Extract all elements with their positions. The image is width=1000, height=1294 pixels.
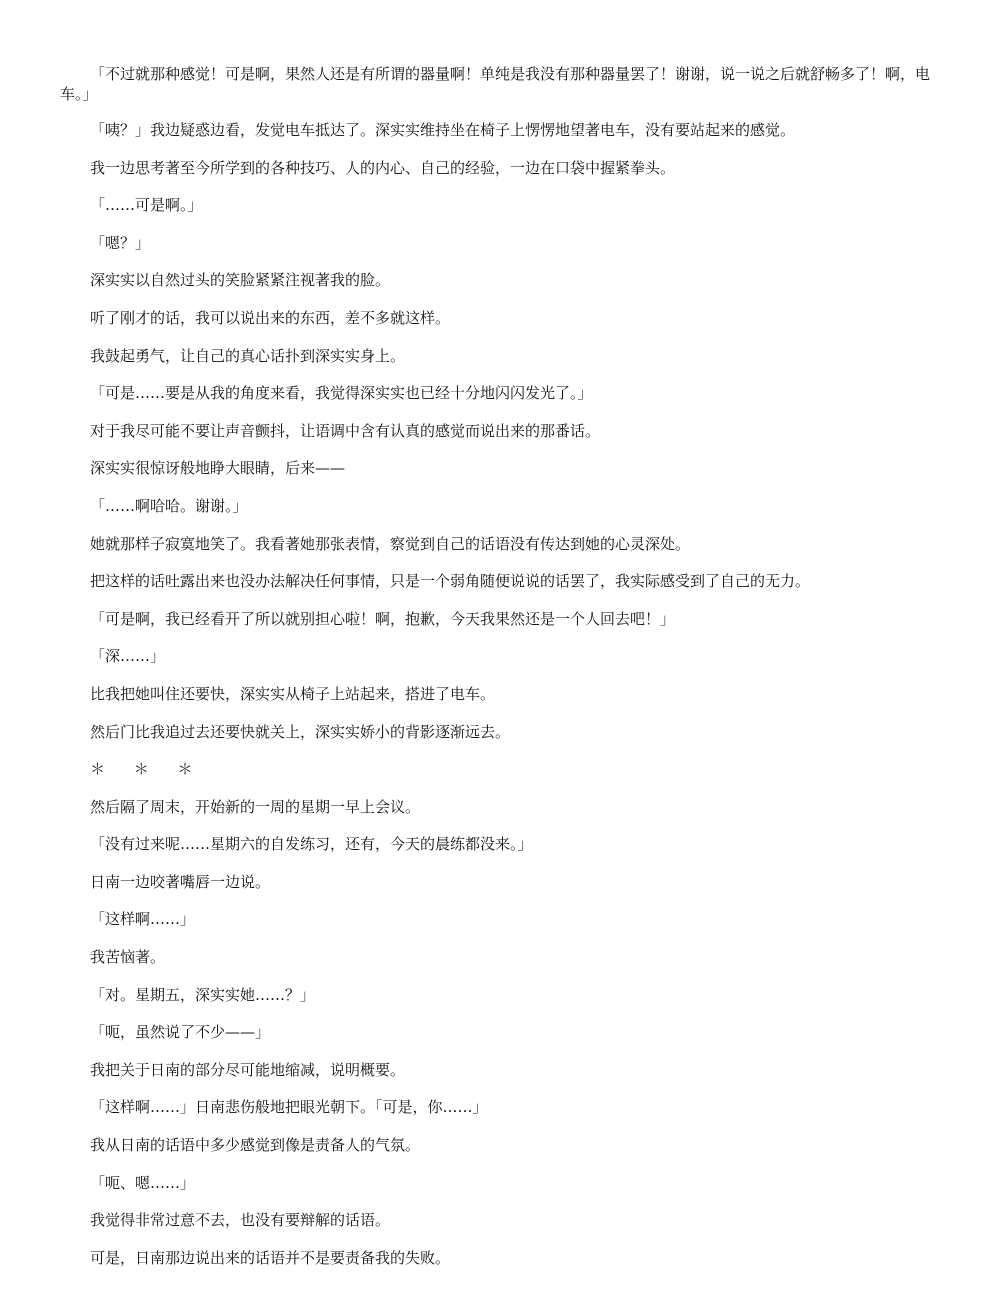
paragraph: 我一边思考著至今所学到的各种技巧、人的内心、自己的经验，一边在口袋中握紧拳头。 <box>90 158 676 177</box>
paragraph: 她就那样子寂寞地笑了。我看著她那张表情，察觉到自己的话语没有传达到她的心灵深处。 <box>90 534 691 553</box>
paragraph: 「可是啊，我已经看开了所以就别担心啦！啊，抱歉，今天我果然还是一个人回去吧！」 <box>90 609 676 628</box>
paragraph: 听了刚才的话，我可以说出来的东西，差不多就这样。 <box>90 308 451 327</box>
paragraph: 深实实以自然过头的笑脸紧紧注视著我的脸。 <box>90 271 391 290</box>
paragraph: 我把关于日南的部分尽可能地缩减，说明概要。 <box>90 1060 406 1079</box>
paragraph: 「这样啊……」 <box>90 910 196 929</box>
paragraph: 我觉得非常过意不去，也没有要辩解的话语。 <box>90 1211 391 1230</box>
paragraph: 把这样的话吐露出来也没办法解决任何事情，只是一个弱角随便说说的话罢了，我实际感受到了自己的无力。 <box>90 572 811 591</box>
paragraph: 「咦？」我边疑惑边看，发觉电车抵达了。深实实维持坐在椅子上愣愣地望著电车，没有要站起来的感觉。 <box>90 121 796 139</box>
paragraph: 比我把她叫住还要快，深实实从椅子上站起来，搭进了电车。 <box>90 684 496 703</box>
paragraph: 深实实很惊讶般地睁大眼睛，后来—— <box>90 459 346 478</box>
paragraph: 可是，日南那边说出来的话语并不是要责备我的失败。 <box>90 1248 451 1267</box>
paragraph: 我苦恼著。 <box>90 948 166 967</box>
section-separator: ＊ ＊ ＊ <box>90 760 205 779</box>
paragraph: 然后隔了周末，开始新的一周的星期一早上会议。 <box>90 797 421 816</box>
paragraph: 「嗯？」 <box>90 233 151 252</box>
paragraph: 「呃，虽然说了不少——」 <box>90 1023 271 1042</box>
paragraph: 「呃、嗯……」 <box>90 1173 196 1192</box>
paragraph: 「深……」 <box>90 647 166 666</box>
paragraph: 对于我尽可能不要让声音颤抖，让语调中含有认真的感觉而说出来的那番话。 <box>90 421 601 440</box>
paragraph: 「对。星期五，深实实她……？」 <box>90 985 316 1004</box>
paragraph: 「……啊哈哈。谢谢。」 <box>90 496 248 515</box>
paragraph: 然后门比我追过去还要快就关上，深实实娇小的背影逐渐远去。 <box>90 722 511 741</box>
paragraph: 「……可是啊。」 <box>90 196 203 215</box>
paragraph: 「没有过来呢……星期六的自发练习，还有，今天的晨练都没来。」 <box>90 835 533 854</box>
paragraph: 「不过就那种感觉！可是啊，果然人还是有所谓的器量啊！单纯是我没有那种器量罢了！谢谢，说一说之后就舒畅多了！啊，电车。」 <box>60 65 931 103</box>
paragraph: 我鼓起勇气，让自己的真心话扑到深实实身上。 <box>90 346 406 365</box>
paragraph: 我从日南的话语中多少感觉到像是责备人的气氛。 <box>90 1136 421 1155</box>
paragraph: 「这样啊……」日南悲伤般地把眼光朝下。「可是，你……」 <box>90 1098 488 1117</box>
paragraph: 「可是……要是从我的角度来看，我觉得深实实也已经十分地闪闪发光了。」 <box>90 384 593 403</box>
paragraph: 日南一边咬著嘴唇一边说。 <box>90 872 271 891</box>
